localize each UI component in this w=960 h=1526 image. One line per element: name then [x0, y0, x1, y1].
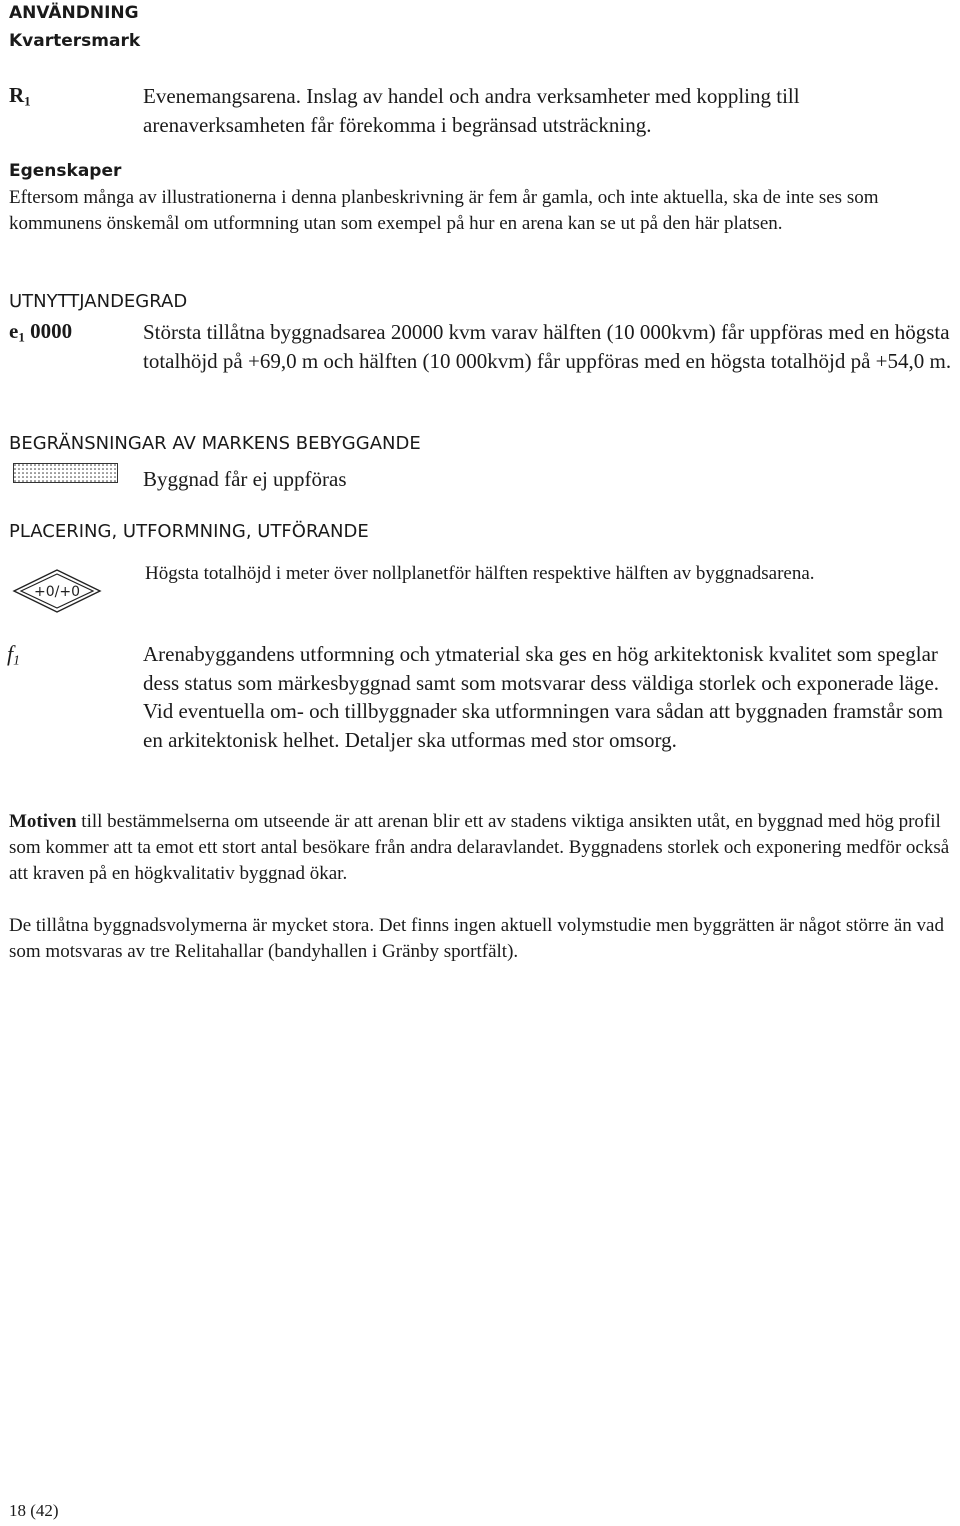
- code-r1: [9, 83, 31, 109]
- section-subtitle-kvartersmark: Kvartersmark: [9, 31, 141, 51]
- code-e1-suffix: 0000: [24, 319, 73, 343]
- code-r1-letter: R: [9, 83, 25, 107]
- placering-text: Högsta totalhöjd i meter över nollplanetför hälften respektive hälften av byggnadsarena.: [145, 563, 815, 584]
- code-f1: [7, 641, 20, 668]
- volymer-paragraph: De tillåtna byggnadsvolymerna är mycket stora. Det finns ingen aktuell volymstudie men byggrätten är något större än vad som motsvaras av tre Relitahallar (bandyhallen i Gränby sportfält).: [9, 915, 944, 962]
- f1-text: Arenabyggandens utformning och ytmaterial ska ges en hög arkitektonisk kvalitet som speglar dess status som märkesbyggnad samt som motsvarar dess väldiga storlek och exponerade läge. Vid eventuella om- och tillbyggnader ska utformningen vara sådan att byggnaden framstår som en arkitektonisk helhet. Detaljer ska utformas med stor omsorg.: [143, 642, 943, 752]
- section-title-anvandning: ANVÄNDNING: [9, 3, 139, 23]
- code-r1-subscript: 1: [24, 93, 31, 109]
- height-diamond-symbol: [12, 568, 102, 614]
- code-f1-subscript: 1: [13, 652, 20, 668]
- code-e1-letter: e: [9, 319, 19, 343]
- begransningar-text: Byggnad får ej uppföras: [143, 467, 347, 491]
- utnyttjandegrad-text: Största tillåtna byggnadsarea 20000 kvm varav hälften (10 000kvm) får uppföras med en högsta totalhöjd på +69,0 m och hälften (10 000kvm) får uppföras med en högsta totalhöjd på +54,0 m.: [143, 320, 952, 373]
- heading-egenskaper: Egenskaper: [9, 161, 122, 181]
- dotted-area-symbol: [13, 463, 118, 483]
- heading-begransningar: BEGRÄNSNINGAR AV MARKENS BEBYGGANDE: [9, 433, 421, 454]
- height-diamond-icon: [12, 568, 102, 614]
- height-diamond-label: +0/+0: [34, 584, 80, 600]
- heading-utnyttjandegrad: UTNYTTJANDEGRAD: [9, 291, 188, 312]
- code-e1: [9, 319, 72, 345]
- motiven-bold: Motiven: [9, 811, 77, 832]
- dotted-area-icon: [13, 463, 118, 483]
- r1-description: Evenemangsarena. Inslag av handel och andra verksamheter med koppling till arenaverksamheten får förekomma i begränsad utsträckning.: [143, 84, 800, 137]
- code-f1-letter: f: [7, 641, 14, 666]
- heading-placering: PLACERING, UTFORMNING, UTFÖRANDE: [9, 521, 369, 542]
- page-number: 18 (42): [9, 1501, 59, 1520]
- egenskaper-text: Eftersom många av illustrationerna i denna planbeskrivning är fem år gamla, och inte aktuella, ska de inte ses som kommunens önskemål om utformning utan som exempel på hur en arena kan se ut på den här platsen.: [9, 187, 879, 234]
- motiven-paragraph: [9, 809, 954, 887]
- motiven-text: till bestämmelserna om utseende är att arenan blir ett av stadens viktiga ansikten utåt, en byggnad med hög profil som kommer att ta emot ett stort antal besökare från andra delaravlandet. Byggnadens storlek och exponering medför också att kraven på en högkvalitativ byggnad ökar.: [9, 811, 950, 884]
- code-e1-subscript: 1: [18, 329, 25, 345]
